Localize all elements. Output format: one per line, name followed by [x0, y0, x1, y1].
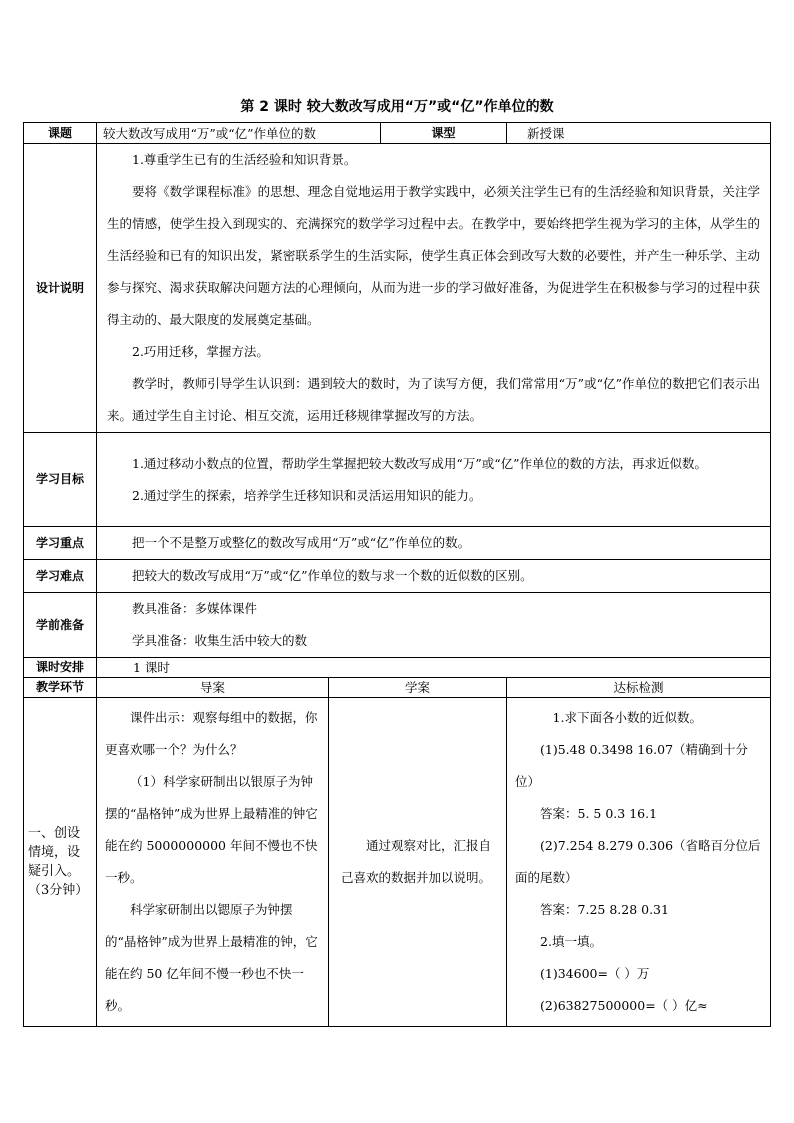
- prep-student: 学具准备：收集生活中较大的数: [132, 633, 308, 648]
- schedule-label: 课时安排: [24, 658, 97, 678]
- goals-p2: 2.通过学生的探索，培养学生迁移知识和灵活运用知识的能力。: [132, 487, 482, 503]
- stage1-guide-1: 课件出示：观察每组中的数据，你更喜欢哪一个？为什么？: [105, 710, 318, 757]
- row-schedule: [24, 658, 771, 678]
- stage1-check-1: 1.求下面各小数的近似数。: [552, 710, 702, 725]
- row-prep: [24, 593, 771, 658]
- prep-label: 学前准备: [24, 593, 97, 658]
- row-focus: [24, 527, 771, 560]
- prep-teacher: 教具准备：多媒体课件: [132, 601, 258, 616]
- header-guide: 导案: [97, 678, 329, 698]
- header-stage: 教学环节: [24, 678, 97, 698]
- design-p3: 2.巧用迁移，掌握方法。: [132, 344, 269, 359]
- row-difficulty: [24, 560, 771, 593]
- design-label: 设计说明: [24, 144, 97, 433]
- stage1-check-8: (2)63827500000=（ ）亿≈: [540, 998, 708, 1013]
- stage1-check-7: (1)34600=（ ）万: [540, 966, 650, 981]
- focus-text: 把一个不是整万或整亿的数改写成用“万”或“亿”作单位的数。: [132, 535, 471, 550]
- design-p4: 教学时，教师引导学生认识到：遇到较大的数时，为了读写方便，我们常常用“万”或“亿”作单位的数把它们表示出来。通过学生自主讨论、相互交流，运用迁移规律掌握改写的方法。: [107, 376, 761, 423]
- goals-p1: 1.通过移动小数点的位置，帮助学生掌握把较大数改写成用“万”或“亿”作单位的数的方法，再求近似数。: [132, 455, 707, 471]
- design-p1: 1.尊重学生已有的生活经验和知识背景。: [132, 152, 357, 167]
- stage1-guide-3: 科学家研制出以锶原子为钟摆的“晶格钟”成为世界上最精准的钟，它能在约 50 亿年间不慢一秒也不快一秒。: [105, 902, 318, 1013]
- row-goals: [24, 433, 771, 527]
- stage1-study: 通过观察对比，汇报自己喜欢的数据并加以说明。: [329, 698, 507, 1027]
- header-study: 学案: [329, 678, 507, 698]
- stage1-check-6: 2.填一填。: [540, 934, 602, 949]
- focus-label: 学习重点: [24, 527, 97, 560]
- goals-label: 学习目标: [24, 433, 97, 527]
- difficulty-label: 学习难点: [24, 560, 97, 593]
- row-header: [24, 678, 771, 698]
- stage1-check-5: 答案：7.25 8.28 0.31: [540, 902, 669, 917]
- stage1-guide-2: （1）科学家研制出以银原子为钟摆的“晶格钟”成为世界上最精准的钟它能在约 5000000000 年间不慢也不快一秒。: [105, 774, 318, 885]
- stage1-check-4: (2)7.254 8.279 0.306（省略百分位后面的尾数）: [515, 838, 761, 885]
- row-course: [24, 123, 771, 144]
- type-label: 课型: [381, 123, 507, 144]
- course-label: 课题: [24, 123, 97, 144]
- design-p2: 要将《数学课程标准》的思想、理念自觉地运用于教学实践中，必须关注学生已有的生活经验和知识背景，关注学生的情感，使学生投入到现实的、充满探究的数学学习过程中去。在教学中，要始终把学生视为学习的主体，从学生的生活经验和已有的知识出发，紧密联系学生的生活实际，使学生真正体会到改写大数的必要性，并产生一种乐学、主动参与探究、渴求获取解决问题方法的心理倾向，从而为进一步的学习做好准备，为促进学生在积极参与学习的过程中获得主动的、最大限度的发展奠定基础。: [107, 184, 761, 327]
- course-value: 较大数改写成用“万”或“亿”作单位的数: [97, 123, 381, 144]
- stage1-check-3: 答案：5. 5 0.3 16.1: [540, 806, 658, 821]
- schedule-text: 1 课时: [133, 660, 170, 675]
- row-stage1: [24, 698, 771, 1027]
- difficulty-text: 把较大的数改写成用“万”或“亿”作单位的数与求一个数的近似数的区别。: [132, 568, 533, 583]
- page-title: 第 2 课时 较大数改写成用“万”或“亿”作单位的数: [240, 99, 554, 115]
- stage1-check-2: (1)5.48 0.3498 16.07（精确到十分位）: [515, 742, 749, 789]
- type-value: 新授课: [507, 123, 771, 144]
- stage1-name: 一、创设情境，设疑引入。（3分钟）: [24, 698, 97, 1027]
- row-design: [24, 144, 771, 433]
- header-check: 达标检测: [507, 678, 771, 698]
- lesson-plan-table: [23, 122, 771, 1027]
